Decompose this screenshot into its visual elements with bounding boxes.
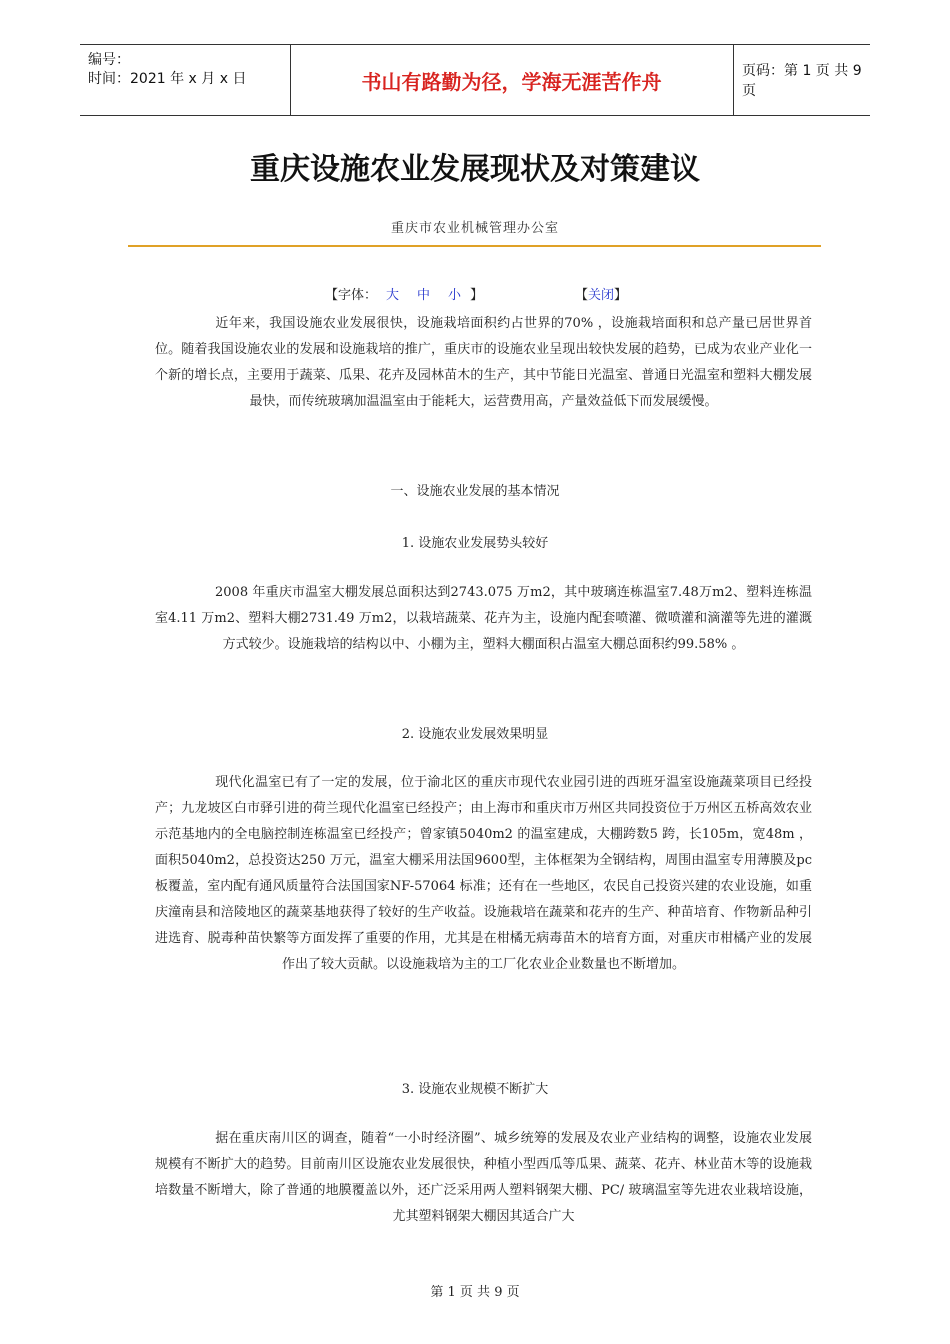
font-label: 【字体： [325, 288, 378, 303]
paragraph-text: 2008 年重庆市温室大棚发展总面积达到2743.075 万m2，其中玻璃连栋温室7.48万m2、塑料连栋温室4.11 万m2、塑料大棚2731.49 万m2，以栽培蔬菜、花卉为主，设施内配套喷灌、微喷灌和滴灌等先进的灌溉方式较少。设施栽培的结构以中、小棚为主，塑料大棚面积占温室大棚总面积约99.58% 。 [155, 585, 812, 652]
close-bracket-open: 【 [575, 288, 589, 303]
section-heading: 一、设施农业发展的基本情况 [390, 484, 560, 499]
page-number: 第 1 页 共 9 页 [430, 1285, 520, 1300]
document-header [80, 44, 870, 116]
intro-paragraph [155, 311, 812, 415]
font-small-link[interactable]: 小 [448, 288, 462, 303]
body-paragraph [155, 1126, 812, 1230]
close-control [575, 284, 627, 303]
subsection-heading: 3. 设施农业规模不断扩大 [401, 1082, 549, 1097]
header-divider [733, 45, 734, 115]
header-page-info: 页码：第 1 页 共 9 页 [742, 63, 862, 99]
font-size-controls [325, 284, 483, 303]
paragraph-text: 据在重庆南川区的调查，随着“一小时经济圈”、城乡统筹的发展及农业产业结构的调整，设施农业发展规模有不断扩大的趋势。目前南川区设施农业发展很快，种植小型西瓜等瓜果、蔬菜、花卉、林业苗木等的设施栽培数量不断增大，除了普通的地膜覆盖以外，还广泛采用两人塑料钢架大棚、PC/ 玻璃温室等先进农业栽培设施，尤其塑料钢架大棚因其适合广大 [155, 1131, 812, 1224]
subsection-heading: 1. 设施农业发展势头较好 [401, 536, 549, 551]
page-title: 重庆设施农业发展现状及对策建议 [250, 152, 700, 187]
body-paragraph [155, 580, 812, 658]
header-meta [88, 51, 288, 89]
subsection-heading: 2. 设施农业发展效果明显 [401, 727, 549, 742]
close-bracket-close: 】 [614, 288, 628, 303]
font-size-bar [0, 284, 950, 304]
paragraph-text: 现代化温室已有了一定的发展，位于渝北区的重庆市现代农业园引进的西班牙温室设施蔬菜项目已经投产；九龙坡区白市驿引进的荷兰现代化温室已经投产；由上海市和重庆市万州区共同投资位于万州区五桥高效农业示范基地内的全电脑控制连栋温室已经投产；曾家镇5040m2 的温室建成，大棚跨数5 跨，长105m，宽48m ，面积5040m2，总投资达250 万元，温室大棚采用法国9600型，主体框架为全钢结构，周围由温室专用薄膜及pc板覆盖，室内配有通风质量符合法国国家NF-57064 标准；还有在一些地区，农民自己投资兴建的农业设施，如重庆潼南县和涪陵地区的蔬菜基地获得了较好的生产收益。设施栽培在蔬菜和花卉的生产、种苗培育、作物新品种引进选育、脱毒种苗快繁等方面发挥了重要的作用，尤其是在柑橘无病毒苗木的培育方面，对重庆市柑橘产业的发展作出了较大贡献。以设施栽培为主的工厂化农业企业数量也不断增加。 [155, 775, 812, 972]
close-link[interactable]: 关闭 [588, 288, 615, 303]
header-motto: 书山有路勤为径，学海无涯苦作舟 [361, 69, 662, 94]
font-bracket-close: 】 [470, 288, 484, 303]
font-medium-link[interactable]: 中 [417, 288, 431, 303]
font-large-link[interactable]: 大 [386, 288, 400, 303]
intro-text: 近年来，我国设施农业发展很快，设施栽培面积约占世界的70% ，设施栽培面积和总产量已居世界首位。随着我国设施农业的发展和设施栽培的推广，重庆市的设施农业呈现出较快发展的趋势，已成为农业产业化一个新的增长点，主要用于蔬菜、瓜果、花卉及园林苗木的生产，其中节能日光温室、普通日光温室和塑料大棚发展最快，而传统玻璃加温温室由于能耗大，运营费用高，产量效益低下而发展缓慢。 [155, 316, 812, 409]
title-divider [128, 245, 821, 247]
document-source: 重庆市农业机械管理办公室 [390, 221, 559, 236]
document-number-label: 编号： [88, 52, 130, 68]
body-paragraph [155, 770, 812, 978]
document-time-label: 时间：2021 年 x 月 x 日 [88, 71, 247, 87]
